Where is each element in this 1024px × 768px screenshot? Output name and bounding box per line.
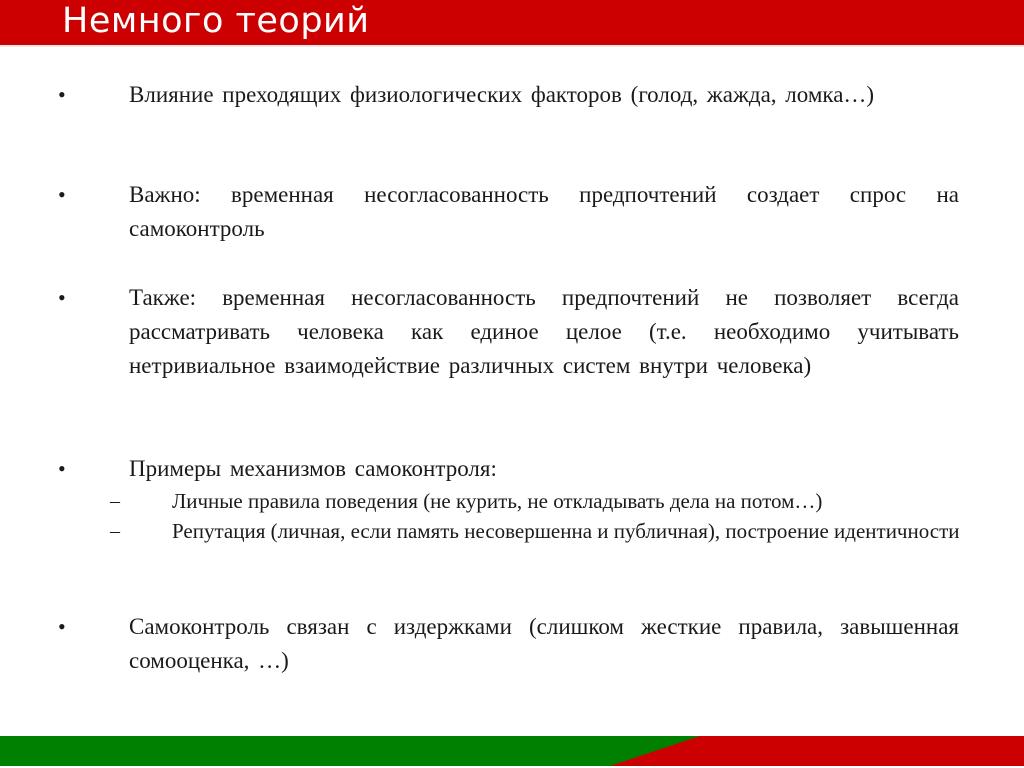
slide-title: Немного теорий — [62, 1, 370, 41]
bullet-text: Важно: временная несогласованность предпочтений создает спрос на самоконтроль — [129, 182, 959, 241]
sub-bullet-marker: – — [110, 520, 120, 542]
bullet-marker: • — [58, 82, 66, 107]
sub-bullet-text: Репутация (личная, если память несовершенна и публичная), построение идентичности — [172, 519, 960, 543]
bullet-marker: • — [58, 182, 66, 207]
bullet-text: Также: временная несогласованность предпочтений не позволяет всегда рассматривать человека как единое целое (т.е. необходимо учитывать нетривиальное взаимодействие различных систем внутри человека) — [129, 285, 959, 378]
bullet-marker: • — [58, 614, 66, 639]
sub-bullet-marker: – — [110, 490, 120, 512]
sub-bullet-text: Личные правила поведения (не курить, не откладывать дела на потом…) — [172, 489, 823, 513]
bullet-text: Примеры механизмов самоконтроля: — [129, 456, 497, 481]
bullet-marker: • — [58, 456, 66, 481]
footer-green-wedge — [0, 736, 700, 766]
footer-band — [0, 734, 1024, 768]
bullet-text: Влияние преходящих физиологических факторов (голод, жажда, ломка…) — [129, 82, 875, 107]
bullet-text: Самоконтроль связан с издержками (слишком жесткие правила, завышенная сомооценка, …) — [129, 614, 959, 673]
bullet-marker: • — [58, 285, 66, 310]
footer-graphic — [0, 736, 1024, 766]
